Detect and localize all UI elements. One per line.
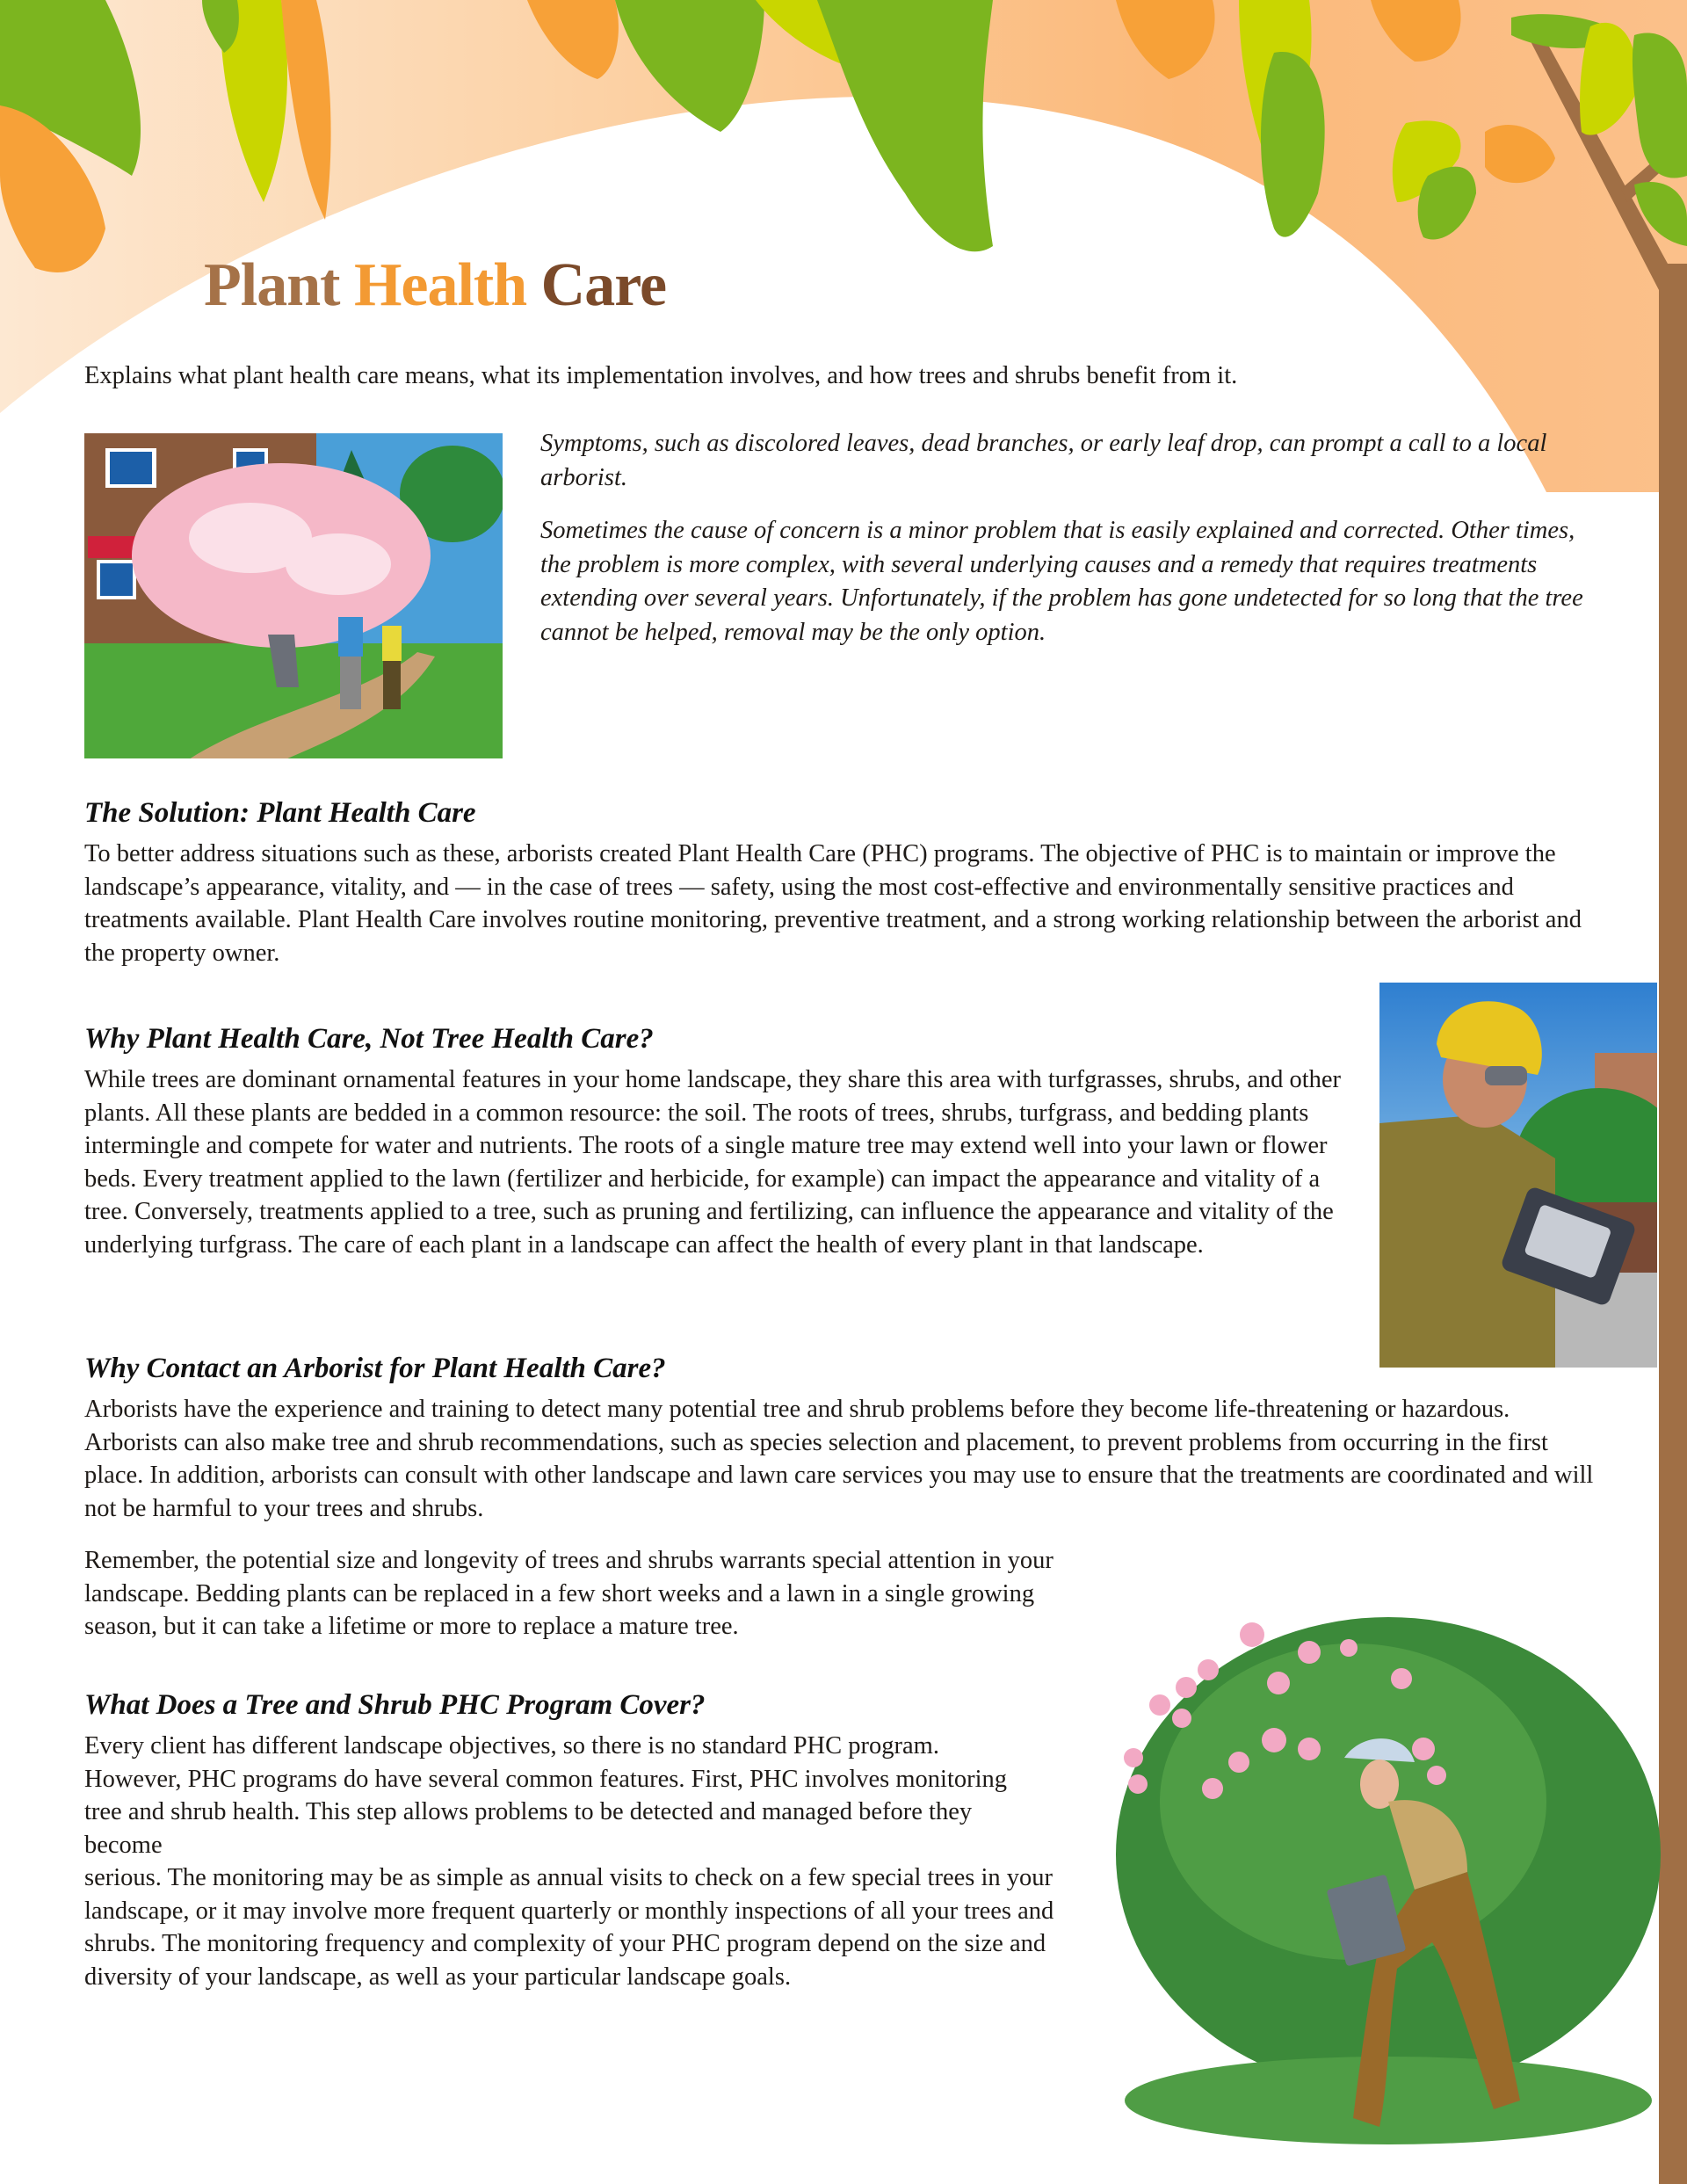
title-word-health: Health — [353, 251, 527, 319]
section-paragraph: Arborists have the experience and training to detect many potential tree and shrub problems before they become life-threatening or hazardous. Arborists can also make tree and shrub recommendations, such as species selection and placement, to prevent problems from occurring in the first place. In addition, arborists can consult with other landscape and lawn care services you may use to ensure that the treatments are coordinated and will not be harmful to your trees and shrubs. — [84, 1396, 1594, 1522]
section-why-plant-health-care — [84, 1019, 1367, 1261]
section-paragraph: Remember, the potential size and longevity of trees and shrubs warrants special attention in your landscape. Bedding plants can be replaced in a few short weeks and a lawn in a single growing season, but it can take a lifetime or more to replace a mature tree. — [84, 1547, 1053, 1640]
page-title — [204, 251, 667, 319]
section-heading: Why Plant Health Care, Not Tree Health Care? — [84, 1023, 654, 1055]
lede-block — [540, 427, 1590, 669]
section-heading: What Does a Tree and Shrub PHC Program Cover? — [84, 1689, 706, 1721]
leaves-canopy-icon — [0, 0, 1687, 492]
section-solution — [84, 794, 1604, 969]
header-decoration — [0, 0, 1687, 492]
shrub-inspection-image-icon — [1098, 1573, 1661, 2180]
title-word-plant: Plant — [204, 251, 340, 319]
section-heading: The Solution: Plant Health Care — [84, 797, 476, 829]
section-paragraph: While trees are dominant ornamental features in your home landscape, they share this area with turfgrasses, shrubs, and other plants. All these plants are bedded in a common resource: the soil. The roots of trees, shrubs, turfgrass, and bedding plants intermingle and compete for water and nutrients. The roots of a single mature tree may extend well into your lawn or flower beds. Every treatment applied to the lawn (fertilizer and herbicide, for example) can impact the appearance and vitality of a tree. Conversely, treatments applied to a tree, such as pruning and fertilizing, can influence the appearance and vitality of the underlying turfgrass. The care of each plant in a landscape can affect the health of every plant in that landscape. — [84, 1066, 1342, 1259]
intro-summary: Explains what plant health care means, what its implementation involves, and how trees and shrubs benefit from it. — [84, 362, 1238, 389]
arborist-tablet-illustration — [1379, 983, 1657, 1368]
tree-trunk-border — [1659, 369, 1687, 2184]
flowering-tree-illustration — [83, 432, 503, 759]
lede-paragraph: Symptoms, such as discolored leaves, dead branches, or early leaf drop, can prompt a call to a local arborist. — [540, 430, 1547, 491]
arborist-tablet-image-icon — [1379, 983, 1657, 1368]
section-heading: Why Contact an Arborist for Plant Health Care? — [84, 1353, 666, 1384]
flowering-tree-image-icon — [83, 432, 503, 759]
section-paragraph: To better address situations such as these, arborists created Plant Health Care (PHC) programs. The objective of PHC is to maintain or improve the landscape’s appearance, vitality, and — in the case of trees — safety, using the most cost-effective and environmentally sensitive practices and treatments available. Plant Health Care involves routine monitoring, preventive treatment, and a strong working relationship between the arborist and the property owner. — [84, 840, 1582, 967]
section-paragraph: Every client has different landscape objectives, so there is no standard PHC program. However, PHC programs do have several common features. First, PHC involves monitoring tree and shrub health. This step allows problems to be detected and managed before they become — [84, 1732, 1008, 1859]
lede-paragraph: Sometimes the cause of concern is a minor problem that is easily explained and corrected. Other times, the problem is more complex, with several underlying causes and a remedy that requires treatments extending over several years. Unfortunately, if the problem has gone undetected for so long that the tree cannot be helped, removal may be the only option. — [540, 517, 1583, 646]
shrub-inspection-illustration — [1098, 1573, 1661, 2180]
title-word-care: Care — [540, 251, 667, 319]
section-paragraph: serious. The monitoring may be as simple as annual visits to check on a few special trees in your landscape, or it may involve more frequent quarterly or monthly inspections of all your trees and shrubs. The monitoring frequency and complexity of your PHC program depend on the size and diversity of your landscape, as well as your particular landscape goals. — [84, 1864, 1054, 1991]
section-program-cover — [84, 1686, 1095, 1993]
